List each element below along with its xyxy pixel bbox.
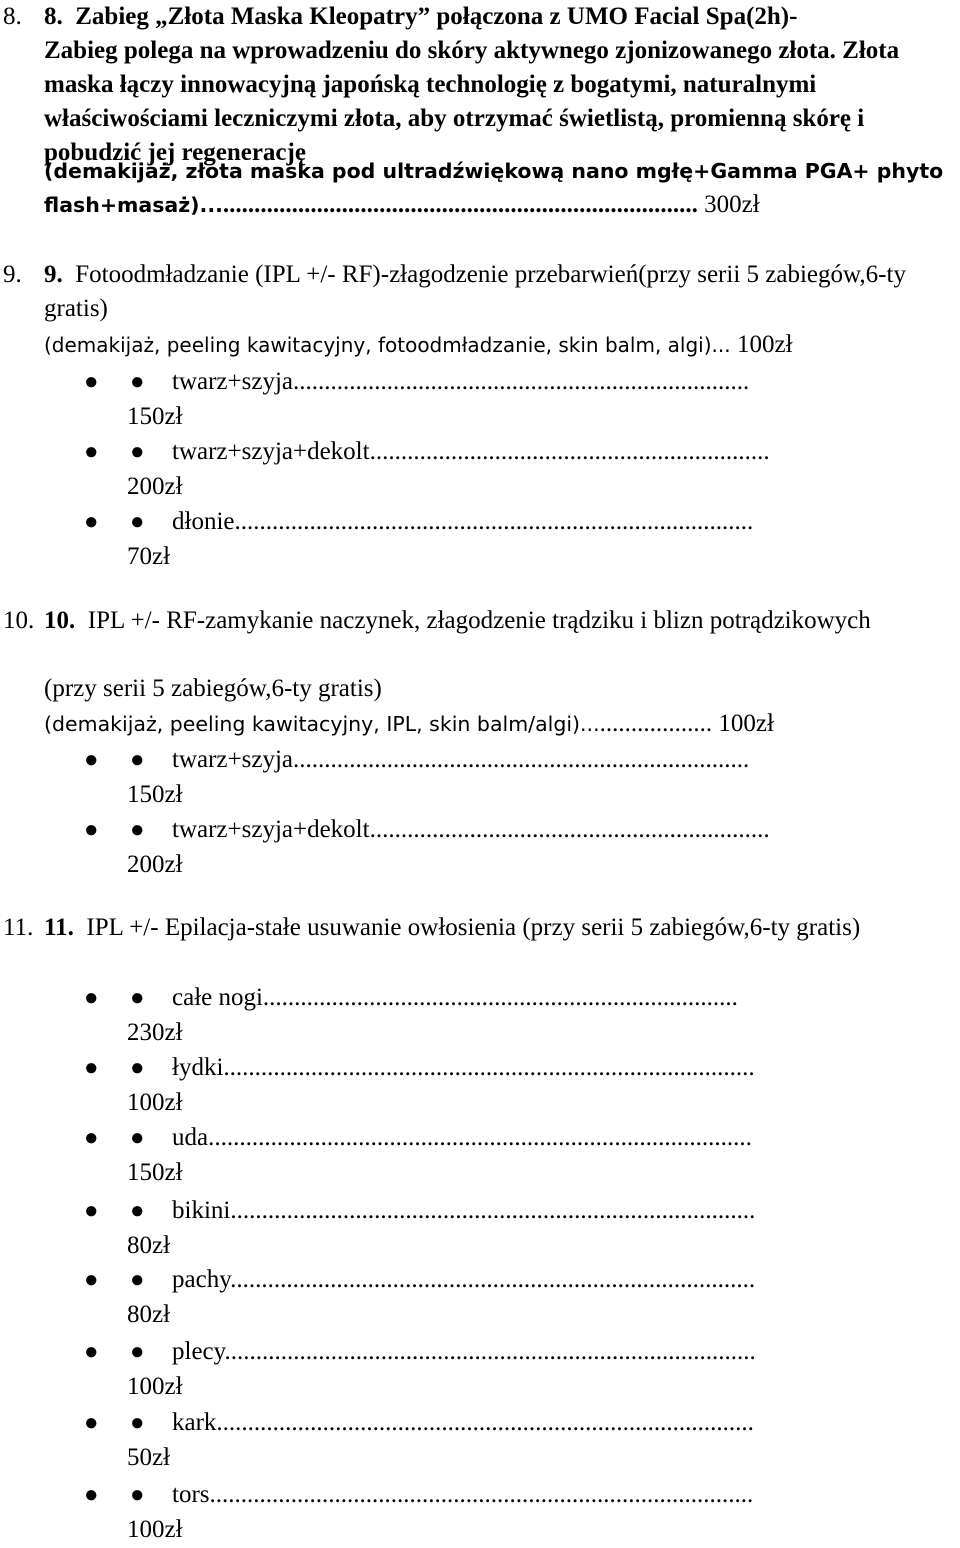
section-9-title-line xyxy=(44,258,956,326)
list-item-label: pachy.................................................................................... xyxy=(172,1266,756,1293)
bullet-icon: ● xyxy=(130,509,145,535)
section-8-description: Zabieg polega na wprowadzeniu do skóry aktywnego zjonizowanego złota. Złota maska łączy innowacyjną japońską technologię z bogatymi, naturalnymi właściwościami leczniczymi złota, aby otrzymać świetlistą, promienną skórę i pobudzić jej regenerację xyxy=(44,37,900,166)
section-10-title-line xyxy=(44,604,956,638)
list-item xyxy=(0,1263,960,1335)
section-9-number: 9. xyxy=(3,261,22,288)
list-item-label: twarz+szyja+dekolt................................................................ xyxy=(172,816,770,843)
bullet-icon: ● xyxy=(84,1125,99,1151)
bullet-icon: ● xyxy=(84,1198,99,1224)
bullet-icon: ● xyxy=(84,439,99,465)
list-item-label: twarz+szyja......................................................................... xyxy=(172,746,750,773)
section-11-number-repeat: 11. xyxy=(44,914,74,941)
bullet-icon: ● xyxy=(130,1339,145,1365)
list-item-price: 200zł xyxy=(127,851,183,878)
section-8-price: 300zł xyxy=(704,191,760,218)
list-item-label: dłonie................................................................................... xyxy=(172,508,754,535)
section-9-title: Fotoodmładzanie (IPL +/- RF)-złagodzenie przebarwień(przy serii 5 zabiegów,6-ty gratis) xyxy=(44,261,906,322)
list-item-price: 230zł xyxy=(127,1019,183,1046)
list-item-label: kark...................................................................................... xyxy=(172,1409,754,1436)
list-item-price: 80zł xyxy=(127,1301,171,1328)
list-item-label: plecy..................................................................................... xyxy=(172,1338,756,1365)
section-8-detail-line: (demakijaż, złota maska pod ultradźwiękową nano mgłę+Gamma PGA+ phyto flash+masaż)............................................................................... 300zł xyxy=(44,159,944,218)
list-item-price: 150zł xyxy=(127,781,183,808)
list-item-price: 70zł xyxy=(127,543,171,570)
section-11-title: IPL +/- Epilacja-stałe usuwanie owłosienia (przy serii 5 zabiegów,6-ty gratis) xyxy=(86,914,861,941)
section-9-list xyxy=(0,365,960,575)
section-9-detail-line xyxy=(44,328,956,362)
bullet-icon: ● xyxy=(84,1055,99,1081)
section-10-detail: (demakijaż, peeling kawitacyjny, IPL, skin balm/algi)... xyxy=(44,712,600,736)
section-10-number: 10. xyxy=(3,607,35,634)
bullet-icon: ● xyxy=(84,369,99,395)
section-11-title-line xyxy=(44,911,956,945)
list-item xyxy=(0,1191,960,1263)
list-item xyxy=(0,1335,960,1406)
section-10-price: 100zł xyxy=(718,710,774,737)
bullet-icon: ● xyxy=(130,985,145,1011)
bullet-icon: ● xyxy=(130,1482,145,1508)
list-item-label: twarz+szyja......................................................................... xyxy=(172,368,750,395)
list-item-price: 150zł xyxy=(127,403,183,430)
bullet-icon: ● xyxy=(130,369,145,395)
section-11-number: 11. xyxy=(3,914,34,941)
bullet-icon: ● xyxy=(130,747,145,773)
bullet-icon: ● xyxy=(130,817,145,843)
list-item-price: 80zł xyxy=(127,1232,171,1259)
section-8-title-line xyxy=(44,0,956,34)
bullet-icon: ● xyxy=(130,439,145,465)
list-item-label: uda....................................................................................... xyxy=(172,1124,752,1151)
section-8-number-repeat: 8. xyxy=(44,3,63,30)
list-item xyxy=(0,435,960,505)
list-item-price: 50zł xyxy=(127,1444,171,1471)
list-item xyxy=(0,1406,960,1478)
list-item-price: 100zł xyxy=(127,1373,183,1400)
list-item xyxy=(0,1478,960,1548)
list-item xyxy=(0,743,960,813)
list-item xyxy=(0,1051,960,1121)
section-8-title: Zabieg „Złota Maska Kleopatry” połączona z UMO Facial Spa(2h)- xyxy=(75,3,798,30)
list-item-price: 100zł xyxy=(127,1089,183,1116)
section-8-number: 8. xyxy=(3,3,22,30)
list-item-label: łydki..................................................................................... xyxy=(172,1054,755,1081)
section-10-detail-line: (demakijaż, peeling kawitacyjny, IPL, skin balm/algi)..................... 100zł xyxy=(44,710,774,737)
bullet-icon: ● xyxy=(130,1055,145,1081)
section-10-list xyxy=(0,743,960,883)
list-item-label: bikini.................................................................................... xyxy=(172,1197,756,1224)
list-item-price: 100zł xyxy=(127,1516,183,1543)
bullet-icon: ● xyxy=(84,747,99,773)
section-9-price: 100zł xyxy=(736,331,793,358)
section-10-series: (przy serii 5 zabiegów,6-ty gratis) xyxy=(44,675,382,702)
list-item-label: twarz+szyja+dekolt................................................................ xyxy=(172,438,770,465)
section-11-list xyxy=(0,981,960,1548)
bullet-icon: ● xyxy=(84,985,99,1011)
section-9-number-repeat: 9. xyxy=(44,261,63,288)
list-item-price: 150zł xyxy=(127,1159,183,1186)
list-item xyxy=(0,813,960,883)
list-item-label: tors....................................................................................... xyxy=(172,1481,754,1508)
bullet-icon: ● xyxy=(130,1410,145,1436)
bullet-icon: ● xyxy=(130,1267,145,1293)
bullet-icon: ● xyxy=(84,1267,99,1293)
bullet-icon: ● xyxy=(130,1198,145,1224)
list-item xyxy=(0,365,960,435)
list-item xyxy=(0,505,960,575)
bullet-icon: ● xyxy=(84,817,99,843)
bullet-icon: ● xyxy=(84,1482,99,1508)
bullet-icon: ● xyxy=(84,509,99,535)
list-item xyxy=(0,981,960,1051)
section-8-detail: (demakijaż, złota maska pod ultradźwiękową nano mgłę+Gamma PGA+ phyto flash+masaż)... xyxy=(44,159,944,217)
section-10-title: IPL +/- RF-zamykanie naczynek, złagodzenie trądziku i blizn potrądzikowych xyxy=(87,607,871,634)
section-9-detail: (demakijaż, peeling kawitacyjny, fotoodmładzanie, skin balm, algi)... xyxy=(44,333,731,357)
section-10-number-repeat: 10. xyxy=(44,607,76,634)
list-item xyxy=(0,1121,960,1191)
bullet-icon: ● xyxy=(84,1339,99,1365)
bullet-icon: ● xyxy=(84,1410,99,1436)
list-item-price: 200zł xyxy=(127,473,183,500)
list-item-label: całe nogi............................................................................ xyxy=(172,984,738,1011)
bullet-icon: ● xyxy=(130,1125,145,1151)
